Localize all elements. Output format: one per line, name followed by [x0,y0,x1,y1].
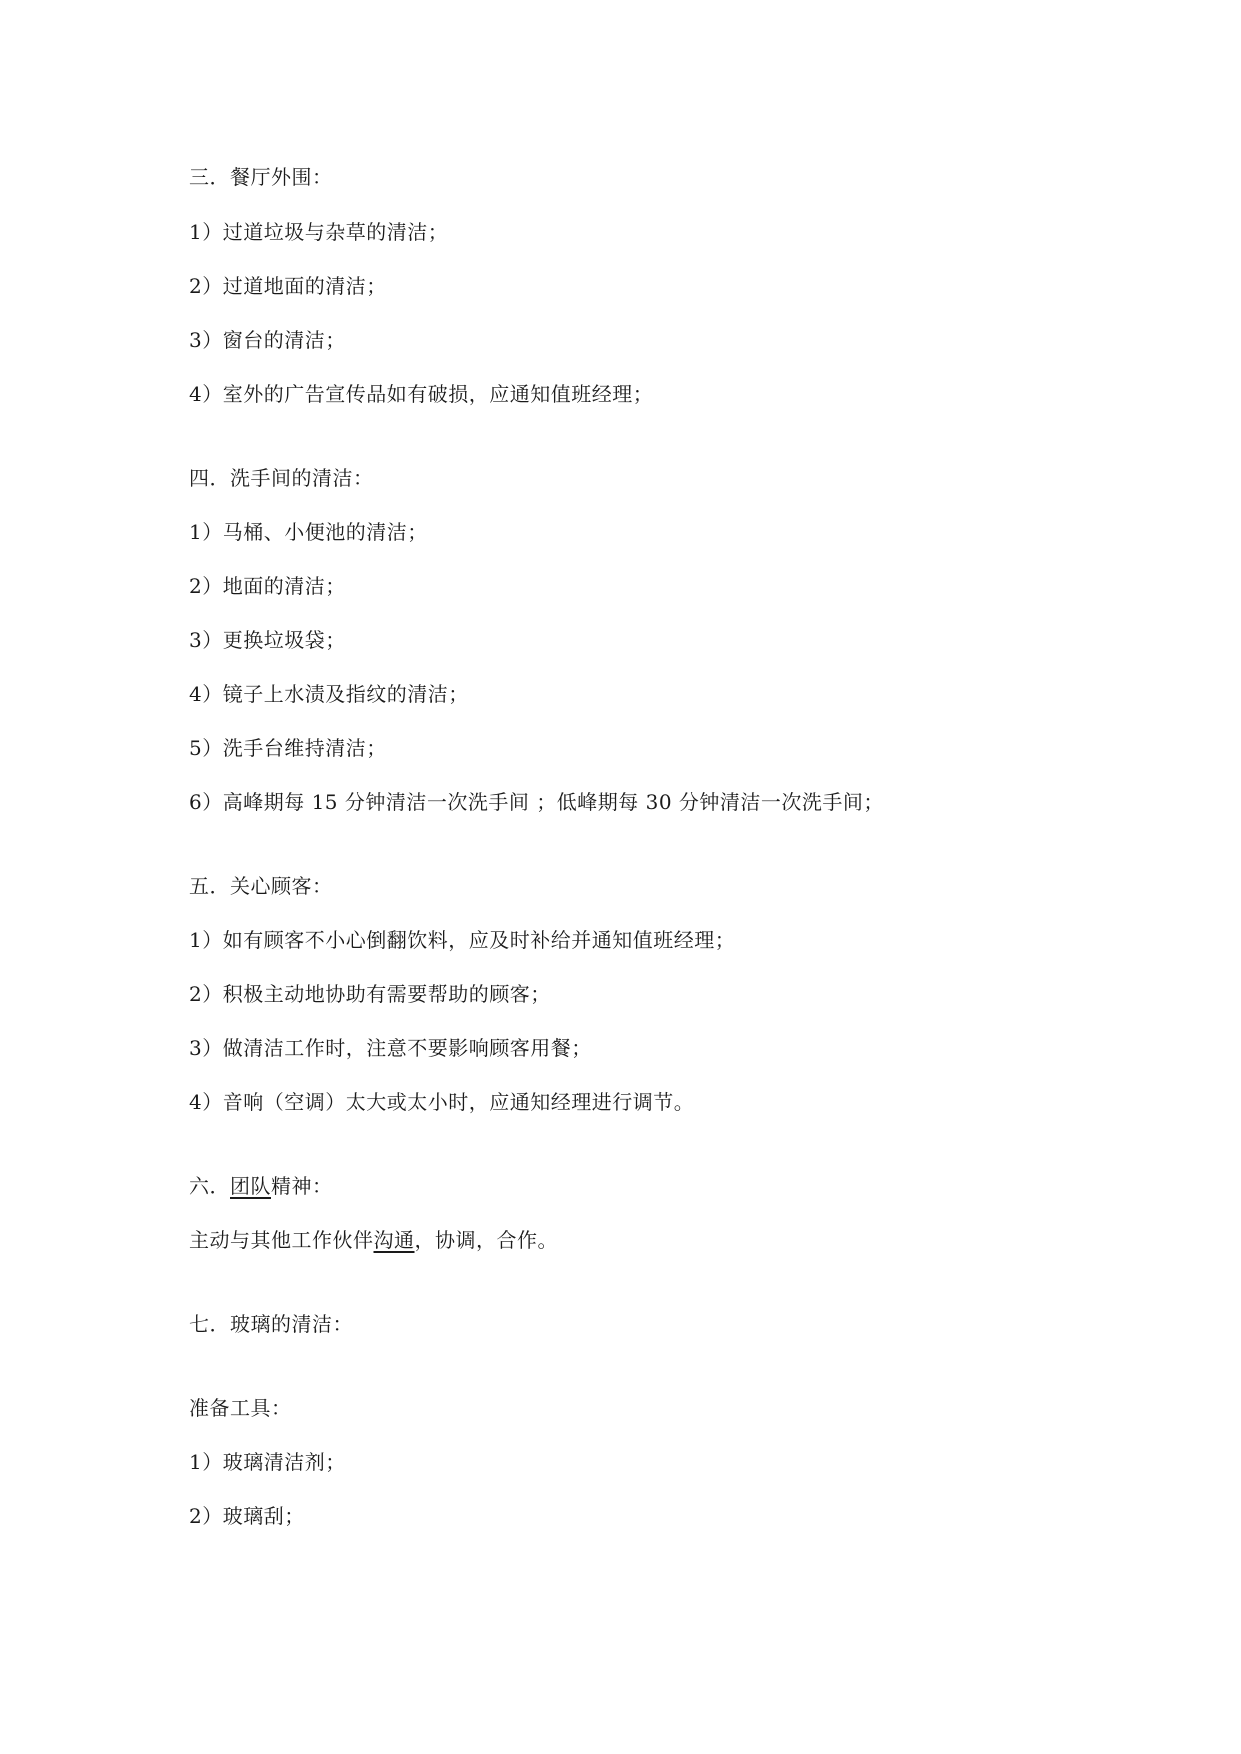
subheading-tools: 准备工具： [189,1396,292,1420]
list-item: 3）窗台的清洁； [189,328,346,352]
heading-suffix: 精神： [271,1174,333,1198]
list-item: 6）高峰期每 15 分钟清洁一次洗手间 ；低峰期每 30 分钟清洁一次洗手间； [189,790,884,814]
list-item: 1）如有顾客不小心倒翻饮料，应及时补给并通知值班经理； [189,928,736,952]
heading-prefix: 六． [189,1174,230,1198]
underlined-term: 沟通 [373,1228,415,1252]
text-prefix: 主动与其他工作伙伴 [189,1228,374,1252]
section-heading-team-spirit [189,1173,333,1199]
list-item: 2）过道地面的清洁； [189,274,387,298]
text-suffix: ，协调，合作。 [414,1228,558,1252]
list-item: 2）玻璃刮； [189,1504,305,1528]
section-heading-customer-care: 五．关心顾客： [189,874,333,898]
section-heading-restroom: 四．洗手间的清洁： [189,466,374,490]
list-item: 4）音响（空调）太大或太小时，应通知经理进行调节。 [189,1090,695,1114]
list-item: 4）室外的广告宣传品如有破损，应通知值班经理； [189,382,654,406]
section-heading-exterior: 三．餐厅外围： [189,165,333,189]
paragraph [189,1227,558,1253]
list-item: 2）地面的清洁； [189,574,346,598]
underlined-term: 团队 [230,1174,271,1198]
list-item: 1）马桶、小便池的清洁； [189,520,428,544]
list-item: 1）过道垃圾与杂草的清洁； [189,220,449,244]
list-item: 1）玻璃清洁剂； [189,1450,346,1474]
section-heading-glass-cleaning: 七．玻璃的清洁： [189,1312,353,1336]
list-item: 4）镜子上水渍及指纹的清洁； [189,682,469,706]
list-item: 2）积极主动地协助有需要帮助的顾客； [189,982,551,1006]
list-item: 3）做清洁工作时，注意不要影响顾客用餐； [189,1036,592,1060]
list-item: 3）更换垃圾袋； [189,628,346,652]
list-item: 5）洗手台维持清洁； [189,736,387,760]
